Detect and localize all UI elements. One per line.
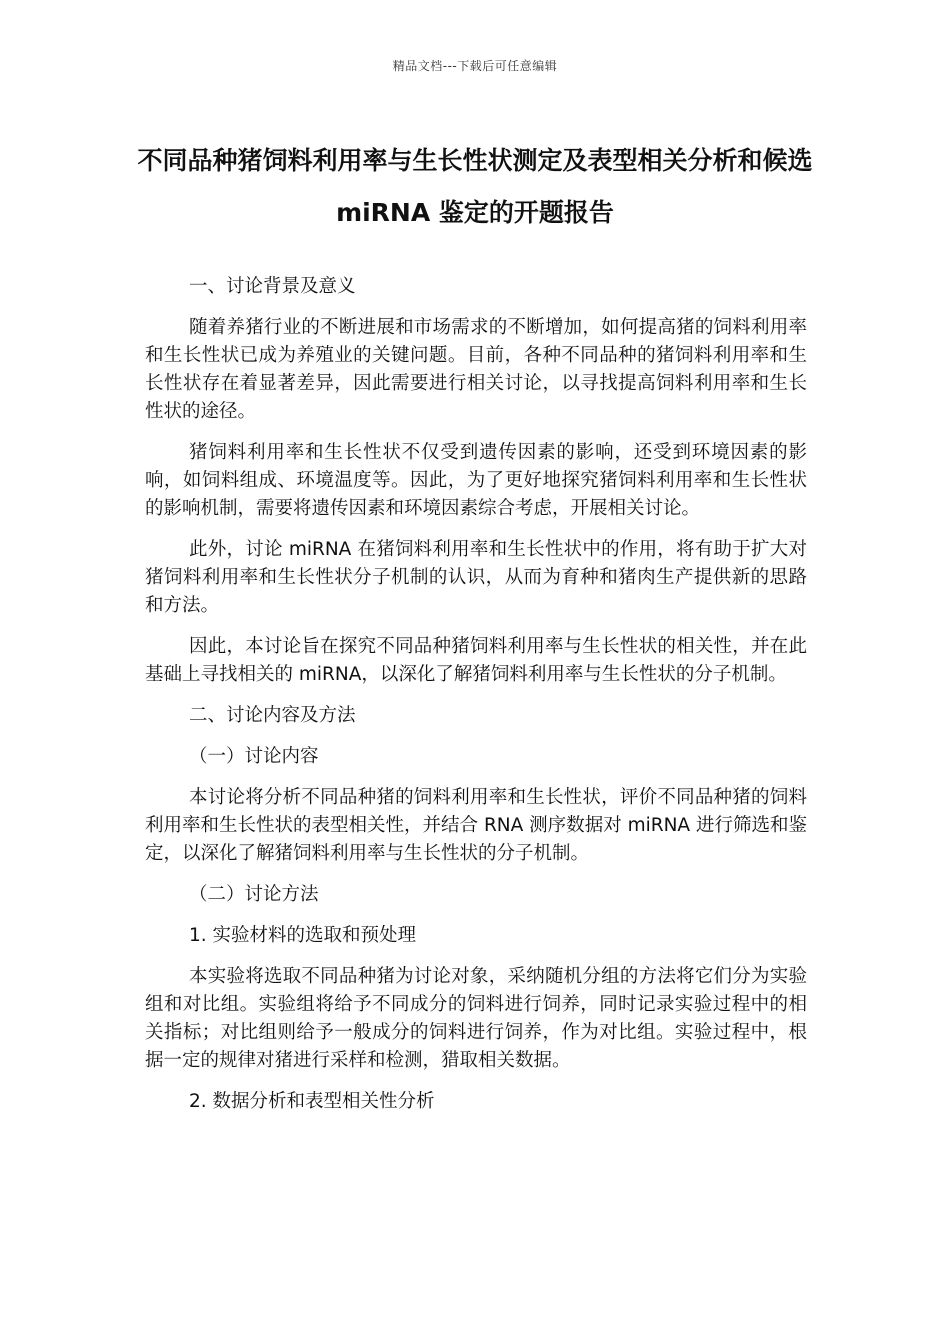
subheading-methods: （二）讨论方法 [189, 884, 319, 905]
section-heading-methods: 二、讨论内容及方法 [189, 705, 356, 726]
paragraph: 本讨论将分析不同品种猪的饲料利用率和生长性状，评价不同品种猪的饲料利用率和生长性状的表型相关性，并结合 RNA 测序数据对 miRNA 进行筛选和鉴定，以深化了解猪饲料利用率与生长性状的分子机制。 [145, 787, 807, 864]
document-title: 不同品种猪饲料利用率与生长性状测定及表型相关分析和候选 miRNA 鉴定的开题报告 [137, 146, 813, 227]
document-body [145, 273, 807, 1129]
paragraph: 随着养猪行业的不断进展和市场需求的不断增加，如何提高猪的饲料利用率和生长性状已成为养殖业的关键问题。目前，各种不同品种的猪饲料利用率和生长性状存在着显著差异，因此需要进行相关讨论，以寻找提高饲料利用率和生长性状的途径。 [145, 317, 807, 422]
list-item-materials: 1. 实验材料的选取和预处理 [189, 925, 417, 946]
paragraph: 因此，本讨论旨在探究不同品种猪饲料利用率与生长性状的相关性，并在此基础上寻找相关的 miRNA，以深化了解猪饲料利用率与生长性状的分子机制。 [145, 636, 807, 685]
section-heading-background: 一、讨论背景及意义 [189, 276, 356, 297]
paragraph: 本实验将选取不同品种猪为讨论对象，采纳随机分组的方法将它们分为实验组和对比组。实验组将给予不同成分的饲料进行饲养，同时记录实验过程中的相关指标；对比组则给予一般成分的饲料进行饲养，作为对比组。实验过程中，根据一定的规律对猪进行采样和检测，猎取相关数据。 [145, 966, 807, 1071]
paragraph: 此外，讨论 miRNA 在猪饲料利用率和生长性状中的作用，将有助于扩大对猪饲料利用率和生长性状分子机制的认识，从而为育种和猪肉生产提供新的思路和方法。 [145, 539, 807, 616]
subheading-content: （一）讨论内容 [189, 746, 319, 767]
header-note: 精品文档---下载后可任意编辑 [392, 59, 558, 73]
paragraph: 猪饲料利用率和生长性状不仅受到遗传因素的影响，还受到环境因素的影响，如饲料组成、环境温度等。因此，为了更好地探究猪饲料利用率和生长性状的影响机制，需要将遗传因素和环境因素综合考虑，开展相关讨论。 [145, 442, 807, 519]
list-item-analysis: 2. 数据分析和表型相关性分析 [189, 1091, 435, 1112]
